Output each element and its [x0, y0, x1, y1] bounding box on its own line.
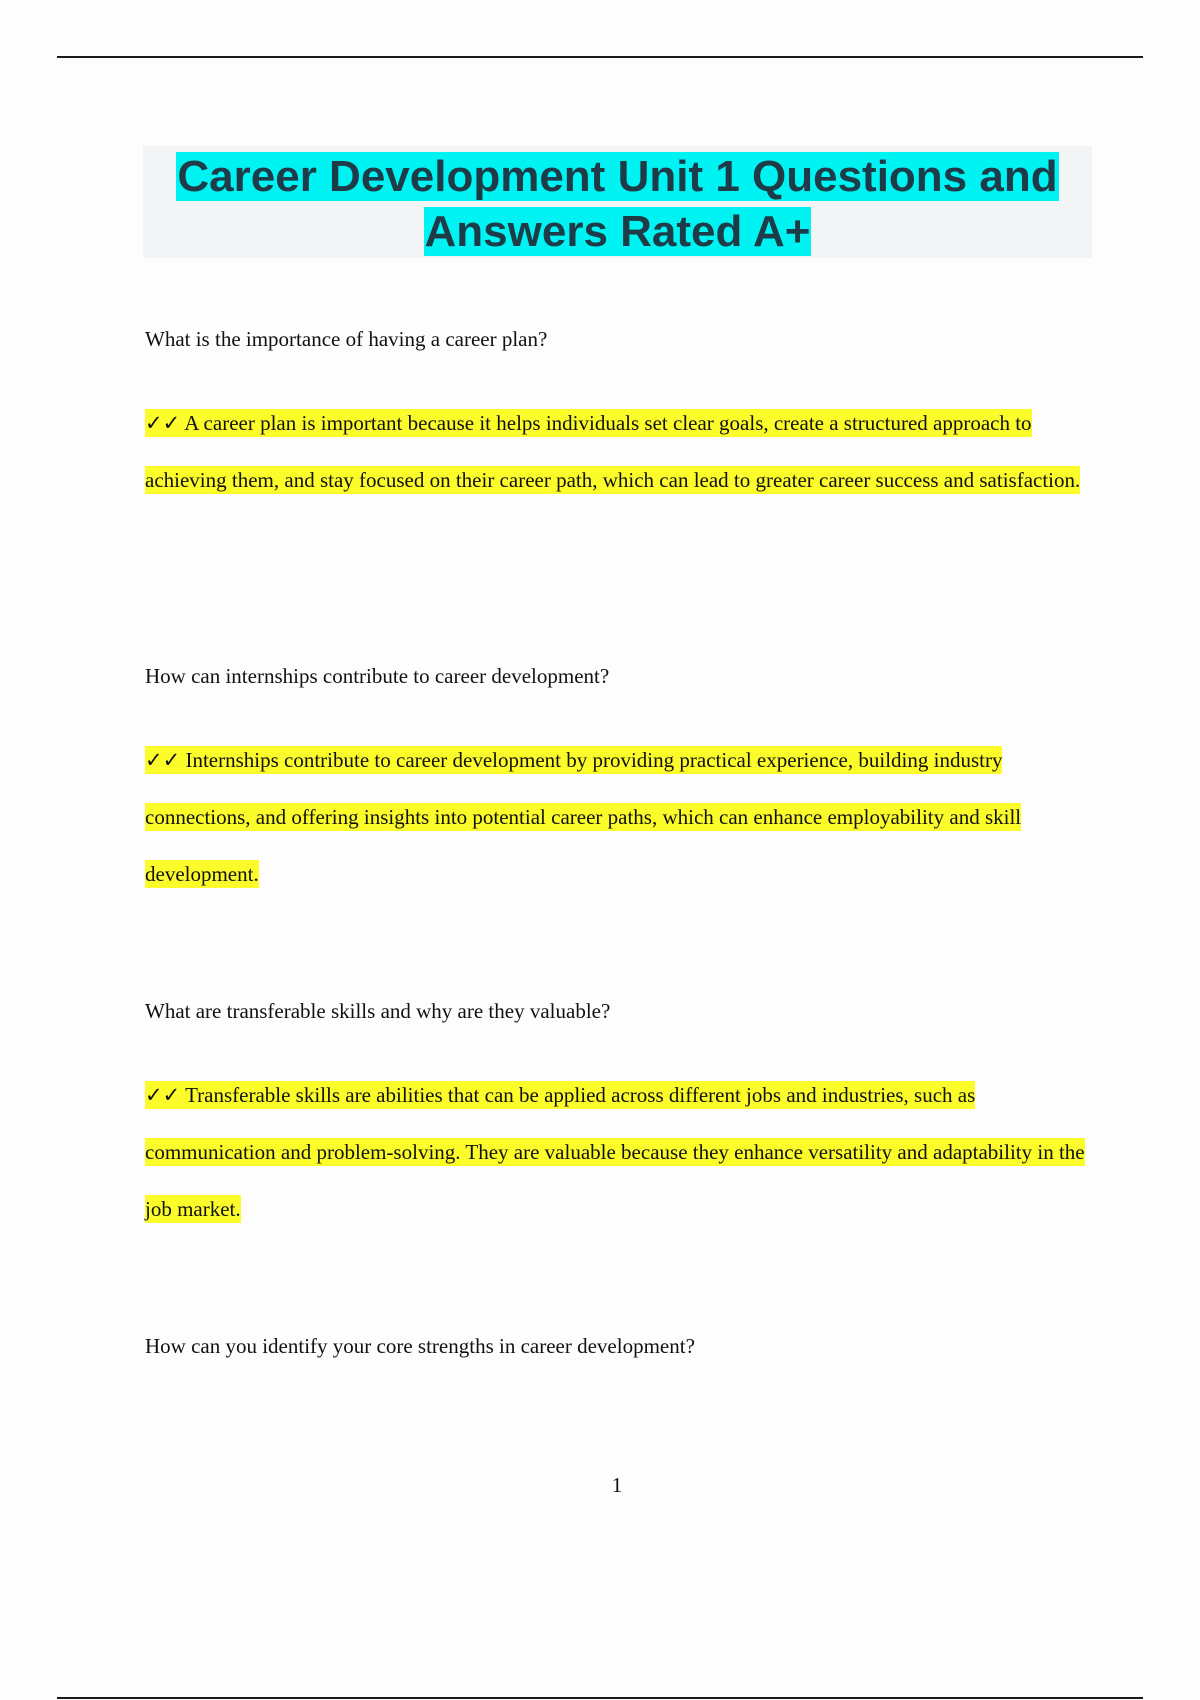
- title-banner: [143, 146, 1092, 258]
- answer-3: [145, 1067, 1085, 1238]
- answer-1: [145, 395, 1085, 509]
- qa-item-2: [145, 663, 1085, 903]
- answer-2-text: Internships contribute to career development by providing practical experience, building industry connections, and offering insights into potential career paths, which can enhance employability and skill development.: [145, 748, 1022, 886]
- document-title: [143, 146, 1092, 259]
- question-4: How can you identify your core strengths in career development?: [145, 1334, 695, 1358]
- double-check-icon: ✓✓: [145, 748, 181, 772]
- document-title-text: Career Development Unit 1 Questions and Answers Rated A+: [177, 152, 1058, 256]
- double-check-icon: ✓✓: [145, 1083, 181, 1107]
- page-number: 1: [611, 1473, 623, 1497]
- question-3: What are transferable skills and why are they valuable?: [145, 999, 611, 1023]
- answer-3-text: Transferable skills are abilities that can be applied across different jobs and industries, such as communication and problem-solving. They are valuable because they enhance versatility and adaptability in the job market.: [145, 1083, 1085, 1221]
- answer-1-highlight: [145, 409, 1080, 494]
- answer-2: [145, 732, 1085, 903]
- double-check-icon: ✓✓: [145, 411, 181, 435]
- qa-item-4: [145, 1333, 1085, 1359]
- question-1: What is the importance of having a career plan?: [145, 327, 548, 351]
- question-2: How can internships contribute to career development?: [145, 664, 610, 688]
- answer-1-text: A career plan is important because it helps individuals set clear goals, create a structured approach to achieving them, and stay focused on their career path, which can lead to greater career success and satisfaction.: [145, 411, 1081, 492]
- answer-3-highlight: [145, 1081, 1085, 1223]
- qa-item-3: [145, 998, 1085, 1238]
- answer-2-highlight: [145, 746, 1021, 888]
- qa-item-1: [145, 326, 1085, 509]
- header-rule: [57, 56, 1143, 58]
- footer-rule: [57, 1697, 1143, 1699]
